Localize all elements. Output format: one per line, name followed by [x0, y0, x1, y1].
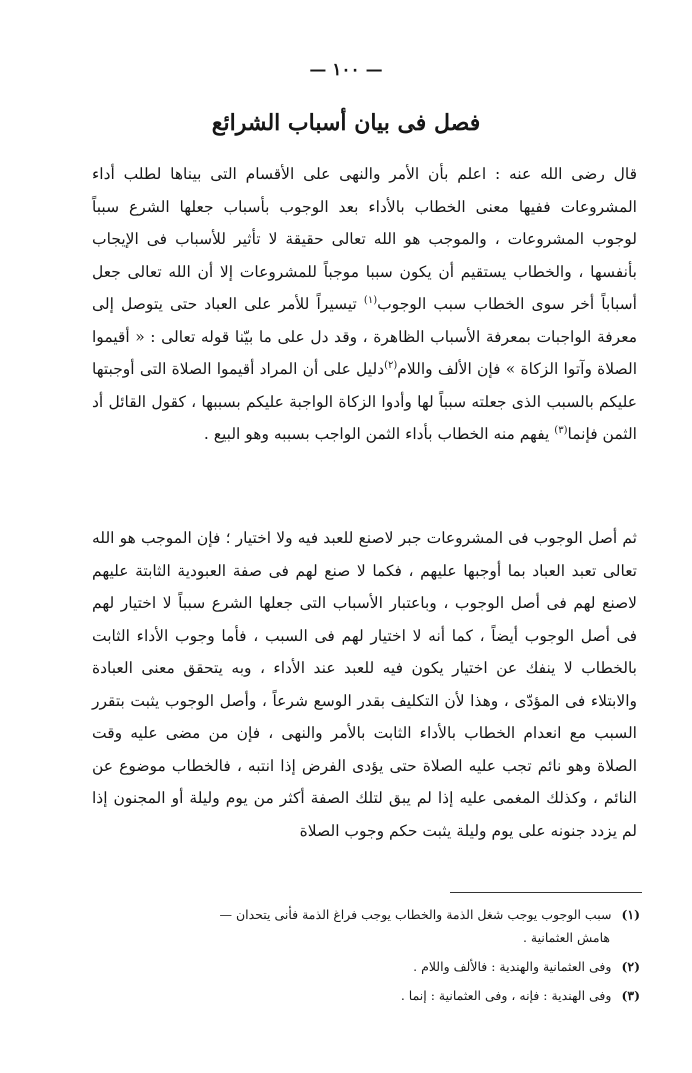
- section-heading: فصل فى بيان أسباب الشرائع: [211, 110, 481, 136]
- footnote-divider: [450, 892, 642, 893]
- footnote-1: [100, 900, 640, 952]
- footnote-3: [100, 981, 640, 1010]
- footnote-ref-3: (٣): [554, 424, 568, 436]
- footnotes: [100, 900, 640, 1010]
- paragraph-1-text-3: دليل على أن المراد أقيموا الصلاة التى أوجبتها عليكم بالسبب الذى جعلته سبباً لها وأدوا الزكاة الواجبة عليكم بسببها ، كقول القائل أد الثمن فإنما: [92, 360, 637, 443]
- footnote-ref-2: (٢): [384, 359, 398, 371]
- footnote-ref-1: (١): [363, 294, 378, 306]
- paragraph-1-text-2: تيسيراً للأمر على العباد حتى يتوصل إلى معرفة الواجبات بمعرفة الأسباب الظاهرة ، وقد دل على ما بيّنا قوله تعالى : « أقيموا الصلاة وآتوا الزكاة » فإن الألف واللام: [92, 295, 637, 378]
- page-number: — ١٠٠ —: [309, 60, 383, 80]
- paragraph-1-text-4: يفهم منه الخطاب بأداء الثمن الواجب بسببه وهو البيع .: [203, 425, 555, 443]
- footnote-2-number: (٢): [621, 959, 640, 974]
- footnote-2-text: وفى العثمانية والهندية : فالألف واللام .: [413, 959, 612, 974]
- paragraph-2: [92, 522, 637, 847]
- footnote-3-text: وفى الهندية : فإنه ، وفى العثمانية : إنما .: [400, 988, 612, 1003]
- footnote-1-number: (١): [621, 907, 640, 922]
- footnote-1-text: سبب الوجوب يوجب شغل الذمة والخطاب يوجب فراغ الذمة فأنى يتحدان —: [219, 907, 612, 922]
- paragraph-1-text-1: قال رضى الله عنه : اعلم بأن الأمر والنهى على الأقسام التى بيناها لطلب أداء المشروعات ففيها معنى الخطاب بالأداء بعد الوجوب بأسباب جعلها الشرع سبباً لوجوب المشروعات ، والموجب هو الله تعالى حقيقة لا تأثير للأسباب فى الإيجاب بأنفسها ، والخطاب يستقيم أن يكون سببا موجباً للمشروعات إلا أن الله تعالى جعل أسباباً أخر سوى الخطاب سبب الوجوب: [92, 165, 637, 313]
- paragraph-1: [92, 158, 637, 451]
- footnote-2: [100, 952, 640, 981]
- footnote-3-number: (٣): [621, 988, 640, 1003]
- footnote-1-continuation: هامش العثمانية .: [522, 930, 610, 945]
- paragraph-2-text: ثم أصل الوجوب فى المشروعات جبر لاصنع للعبد فيه ولا اختيار ؛ فإن الموجب هو الله تعالى تعبد العباد بما أوجبها عليهم ، فكما لا صنع لهم فى صفة العبودية الثابتة عليهم لاصنع لهم فى أصل الوجوب ، وباعتبار الأسباب التى جعلها الشرع سبباً لا اختيار لهم فى أصل الوجوب أيضاً ، كما أنه لا اختيار لهم فى السبب ، فأما وجوب الأداء الثابت بالخطاب لا ينفك عن اختيار يكون فيه للعبد عند الأداء ، وبه يتحقق معنى العبادة والابتلاء فى المؤدّى ، وهذا لأن التكليف بقدر الوسع شرعاً ، وأصل الوجوب يثبت بتقرر السبب مع انعدام الخطاب بالأداء الثابت بالأمر والنهى ، فإن من مضى عليه وقت الصلاة وهو نائم تجب عليه الصلاة حتى يؤدى الفرض إذا انتبه ، فالخطاب موضوع عن النائم ، وكذلك المغمى عليه إذا لم يبق لتلك الصفة أكثر من يوم وليلة أو المجنون إذا لم يزدد جنونه على يوم وليلة يثبت حكم وجوب الصلاة: [92, 529, 637, 840]
